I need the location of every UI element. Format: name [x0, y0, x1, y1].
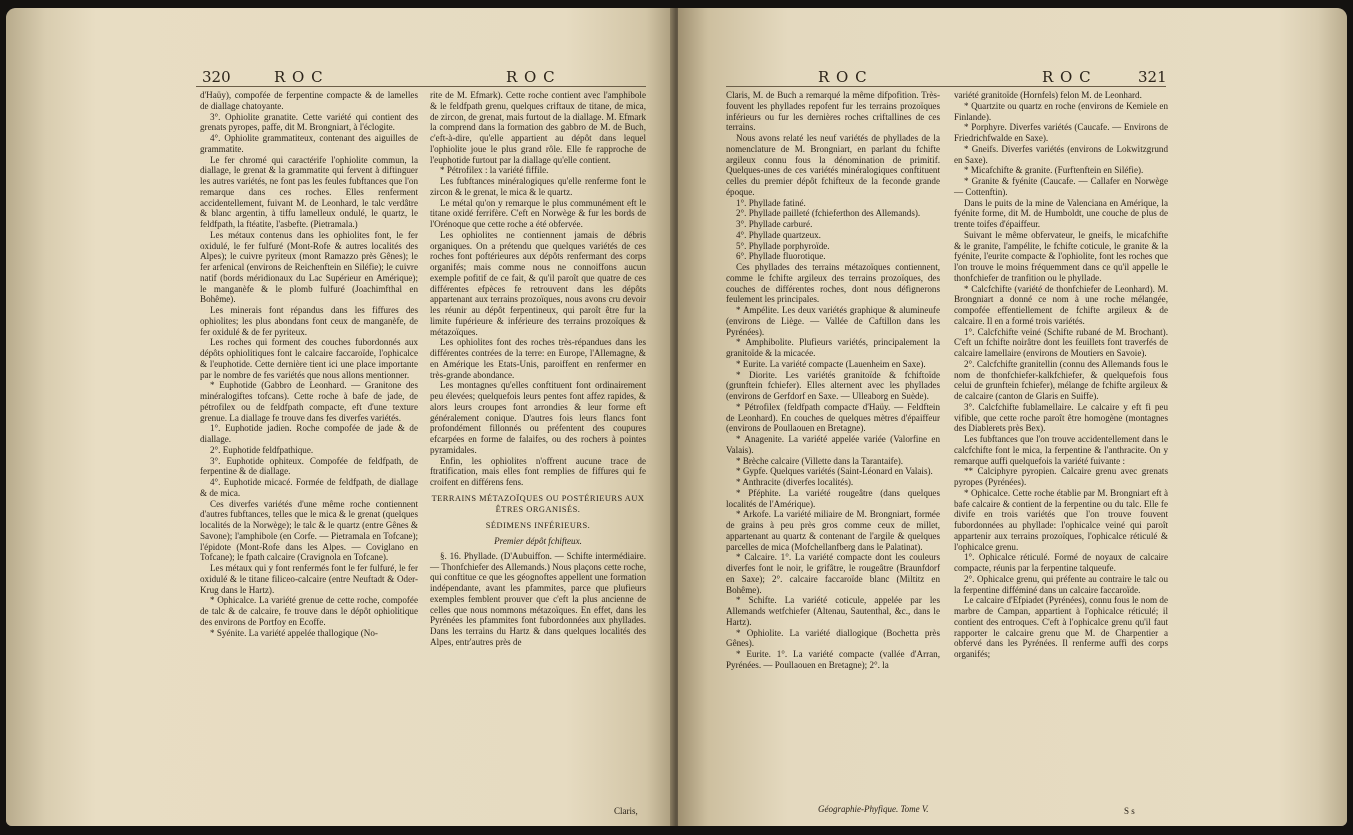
paragraph: * Granite & fyénite (Caucafe. — Callafer en Norwège — Cottenftin). — [954, 176, 1168, 197]
paragraph: * Diorite. Les variétés granitoïde & fchiftoïde (grunftein fchiefer). Elles alternent avec les phyllades (environs de Gerfdorf en Saxe. — Ulleaborg en Suède). — [726, 369, 940, 401]
paragraph: Les métaux qui y font renfermés font le fer fulfuré, le fer oxidulé & le titane filiceo-calcaire (entre Neuftadt & Oder-Krug dans le Hartz). — [200, 563, 418, 595]
paragraph: * Brèche calcaire (Villette dans la Tarantaife). — [736, 455, 904, 466]
paragraph: Les ophiolites ne contiennent jamais de débris organiques. On a prétendu que quelques variétés de ces roches font poftérieures aux dépôts renfermant des corps organifés; mais comme nous ne connoiffons aucun exemple pofitif de ce fait, & qu'il paroît que quatre de ces différentes efpèces fe retrouvent dans les dépôts appartenant aux terrains prozoïques, nous avons cru devoir les réunir au dépôt ferpentineux, qui paroît être fur la limite fupérieure & inférieure des terrains prozoïques & métazoïques. — [430, 229, 646, 337]
paragraph: 4°. Phyllade quartzeux. — [736, 229, 821, 240]
paragraph: rite de M. Efmark). Cette roche contient avec l'amphibole & le feldfpath grenu, quelques criftaux de titane, de mica, de zircon, de grenat, mais furtout de la diallage. M. Efmark la comprend dans la formation des gabbro de M. de Buch, c'eft-à-dire, qu'elle appartient au dépôt dans lequel l'ophiolite joue le plus grand rôle. Elle fe rapproche de l'euphotide furtout par la diallage qu'elle contient. — [430, 90, 646, 165]
paragraph: * Gypfe. Quelques variétés (Saint-Léonard en Valais). — [736, 466, 933, 477]
paragraph: 1°. Ophicalce réticulé. Formé de noyaux de calcaire compacte, réunis par la ferpentine talqueufe. — [954, 552, 1168, 573]
paragraph: * Pétrofilex : la variété fiffile. — [440, 165, 549, 176]
paragraph: * Porphyre. Diverfes variétés (Caucafe. — Environs de Friedrichfwalde en Saxe). — [954, 122, 1168, 143]
left-running-head-1: R O C — [274, 68, 324, 86]
paragraph: Les ophiolites font des roches très-répandues dans les différentes contrées de la terre: en Europe, l'Allemagne, & en Amérique les Etats-Unis, paroiffent en renfermer en très-grande abondance. — [430, 337, 646, 380]
paragraph: * Arkofe. La variété miliaire de M. Brongniart, formée de grains à peu près gros comme ceux de millet, appartenant au quartz & contenant de l'argile & quelques parcelles de mica (Mofchellanfberg dans le Palatinat). — [726, 509, 940, 552]
right-column-2 — [954, 90, 1168, 660]
paragraph: d'Haüy), compofée de ferpentine compacte & de lamelles de diallage chatoyante. — [200, 90, 418, 111]
paragraph: ** Calciphyre pyropien. Calcaire grenu avec grenats pyropes (Pyrénées). — [954, 466, 1168, 487]
paragraph: 1°. Euphotide jadien. Roche compofée de jade & de diallage. — [200, 423, 418, 444]
paragraph: 4°. Euphotide micacé. Formée de feldfpath, de diallage & de mica. — [200, 477, 418, 498]
paragraph: Le fer chromé qui caractérife l'ophiolite commun, la diallage, le grenat & la grammatite qui fervent à diftinguer les autres variétés, ne font pas les feules fubftances que l'on remarque dans ces roches. Elles renferment accidentellement, fuivant M. de Leonhard, le talc verdâtre & blanc argentin, à tiffu lamelleux ondulé, le quartz, le feldfpath, la ftéatite, l'asbefte. (Pietramala.) — [200, 154, 418, 229]
paragraph: Enfin, les ophiolites n'offrent aucune trace de ftratification, mais elles font remplies de fiffures qui fe croifent en différens fens. — [430, 455, 646, 487]
paragraph: Nous avons relaté les neuf variétés de phyllades de la nomenclature de M. Brongniart, en parlant du fchifte argileux connu fous la dénomination de primitif. Quelques-unes de ces variétés minéralogiques conftituent celles du premier dépôt fchifteux de la feconde grande époque. — [726, 133, 940, 197]
paragraph: 1°. Calcfchifte veiné (Schifte rubané de M. Brochant). C'eft un fchifte noirâtre dont les feuillets font traverfés de calcaire lamellaire (environs de Moutiers en Savoie). — [954, 326, 1168, 358]
paragraph: * Ophicalce. Cette roche établie par M. Brongniart eft à bafe calcaire & contient de la ferpentine ou du talc. Elle fe divife en trois variétés que l'on trouve fouvent fubordonnées au phyllade: l'ophicalce veiné qui paroît appartenir aux terrains prozoïques, l'ophicalce réticulé & l'ophicalce grenu. — [954, 487, 1168, 552]
paragraph: * Pféphite. La variété rougeâtre (dans quelques localités de l'Amérique). — [726, 487, 940, 509]
right-column-1 — [726, 90, 940, 671]
paragraph: * Ophicalce. La variété grenue de cette roche, compofée de talc & de calcaire, fe trouve dans le dépôt ophiolitique des environs de Portfoy en Ecoffe. — [200, 595, 418, 627]
paragraph: * Euphotide (Gabbro de Leonhard. — Granitone des minéralogiftes tofcans). Cette roche à bafe de jade, de pétrofilex ou de feldfpath compacte, eft d'une texture grenue. La diallage fe trouve dans fes diverfes variétés. — [200, 380, 418, 423]
paragraph: * Eurite. La variété compacte (Lauenheim en Saxe). — [736, 358, 926, 369]
paragraph: 3°. Euphotide ophiteux. Compofée de feldfpath, de ferpentine & de diallage. — [200, 455, 418, 477]
paragraph: Dans le puits de la mine de Valenciana en Amérique, la fyénite forme, dit M. de Humboldt, une couche de plus de trente toifes d'épaiffeur. — [954, 197, 1168, 229]
paragraph: 2°. Ophicalce grenu, qui préfente au contraire le talc ou la ferpentine difféminé dans un calcaire faccaroïde. — [954, 573, 1168, 595]
paragraph: Le métal qu'on y remarque le plus communément eft le titane oxidé ferrifère. C'eft en Norwège & fur les bords de l'Orénoque que cette roche a été obfervée. — [430, 197, 646, 229]
left-running-head-2: R O C — [506, 68, 556, 86]
paragraph: 2°. Calcfchifte granitellin (connu des Allemands fous le nom de thonfchiefer-kalkfchiefer, & quelquefois fous celui de grunftein fchiefer), mélange de fchifte argileux & de calcaire (canton de Glaris en Suiffe). — [954, 358, 1168, 401]
paragraph: 1°. Phyllade fatiné. — [736, 197, 806, 208]
paragraph: * Pétrofilex (feldfpath compacte d'Haüy. — Feldftein de Leonhard). En couches de quelques mètres d'épaiffeur (environs de Poullaouen en Bretagne). — [726, 401, 940, 434]
right-page-number: 321 — [1138, 68, 1167, 86]
paragraph: * Ampélite. Les deux variétés graphique & alumineufe (environs de Liège. — Vallée de Caftillon dans les Pyrénées). — [726, 305, 940, 337]
left-head-rule — [196, 86, 646, 87]
paragraph: * Quartzite ou quartz en roche (environs de Kemiele en Finlande). — [954, 100, 1168, 122]
right-running-head-2: R O C — [1042, 68, 1092, 86]
catchword: Claris, — [614, 806, 638, 816]
paragraph: Les montagnes qu'elles conftituent font ordinairement peu élevées; quelquefois leurs pentes font affez rapides, & alors leurs croupes font arrondies & leur forme eft généralement conique. D'autres fois leurs flancs font profondément fillonnés ou préfentent des coupures efcarpées en forme de falaifes, ou des rochers à pointes pyramidales. — [430, 380, 646, 455]
book-spread — [6, 8, 1347, 826]
paragraph: * Micafchifte & granite. (Furftenftein en Siléfie). — [964, 165, 1144, 176]
paragraph: * Anagenite. La variété appelée variée (Valorfine en Valais). — [726, 434, 940, 455]
paragraph: Les roches qui forment des couches fubordonnés aux dépôts ophiolitiques font le calcaire faccaroïde, l'ophicalce & l'euphotide. Cette dernière tient ici une place importante par le nombre de fes variétés que nous allons mentionner. — [200, 337, 418, 380]
left-column-1 — [200, 90, 418, 638]
paragraph: * Eurite. 1°. La variété compacte (vallée d'Arran, Pyrénées. — Poullaouen en Bretagne); 2°. la — [726, 649, 940, 670]
paragraph: Ces phyllades des terrains métazoïques contiennent, comme le fchifte argileux des terrains prozoïques, des couches de différentes roches, dont nous défignerons feulement les principales. — [726, 262, 940, 305]
paragraph: * Gneifs. Diverfes variétés (environs de Lokwitzgrund en Saxe). — [954, 143, 1168, 165]
paragraph: * Ophiolite. La variété diallogique (Bochetta près Gênes). — [726, 627, 940, 649]
paragraph: * Calcfchifte (variété de thonfchiefer de Leonhard). M. Brongniart a donné ce nom à une roche mélangée, compofée effentiellement de fchifte argileux & de calcaire. Il en a formé trois variétés. — [954, 283, 1168, 326]
right-page — [678, 8, 1347, 826]
right-head-rule — [726, 86, 1166, 87]
paragraph: Les fubftances minéralogiques qu'elle renferme font le zircon & le grenat, le mica & le quartz. — [430, 176, 646, 197]
section-title: TERRAINS MÉTAZOÏQUES OU POSTÉRIEURS AUX ÊTRES ORGANISÉS. — [431, 493, 645, 514]
paragraph: 3°. Calcfchifte fublamellaire. Le calcaire y eft fi peu vifible, que cette roche paroît être homogène (montagnes des Diablerets près Bex). — [954, 401, 1168, 434]
paragraph: Claris, M. de Buch a remarqué la même difpofition. Très-fouvent les phyllades repofent fur les terrains prozoïques inférieurs ou fur les dernières roches criftallines de ces terrains. — [726, 90, 940, 133]
paragraph: Les métaux contenus dans les ophiolites font, le fer oxidulé, le fer fulfuré (Mont-Rofe & autres localités des Alpes); le cuivre pyriteux (mont Ramazzo près Gênes); le fer arfenical (environs de Reichenftein en Siléfie); le cuivre natif (bords méridionaux du Lac Supérieur en Amérique); le manganèfe & le plomb fulfuré (Joachimfthal en Bohême). — [200, 229, 418, 305]
paragraph: * Calcaire. 1°. La variété compacte dont les couleurs diverfes font le noir, le grifâtre, le rougeâtre (Braunfdorf en Saxe); 2°. calcaire faccaroïde blanc (Miltitz en Bohême). — [726, 552, 940, 595]
paragraph: 2°. Euphotide feldfpathique. — [210, 444, 314, 455]
right-running-head-1: R O C — [818, 68, 868, 86]
paragraph: * Syénite. La variété appelée thallogique (No- — [210, 627, 378, 638]
paragraph: §. 16. Phyllade. (D'Aubuiffon. — Schifte intermédiaire. — Thonfchiefer des Allemands.) Nous plaçons cette roche, qui conftitue ce que les géognoftes appellent une formation indépendante, avant les pfammites, parce que plufieurs exemples femblent prouver que c'eft la plus ancienne de celles que nous nommons métazoïques. En effet, dans les Pyrénées les pfammites font fubordonnées aux phyllades. Dans les terrains du Hartz & dans quelques localités des Alpes, entr'autres près de — [430, 550, 646, 647]
left-page-number: 320 — [202, 68, 231, 86]
period-title: Premier dépôt fchifteux. — [494, 536, 582, 546]
paragraph: 3°. Phyllade carburé. — [736, 219, 813, 229]
paragraph: Ces diverfes variétés d'une même roche contiennent d'autres fubftances, telles que le mica & le grenat (quelques localités de la Norwège); le talc & le quartz (entre Gênes & Savone); l'amphibole (en Corfe. — Pietramala en Tofcane); l'épidote (Mont-Rofe dans les Alpes. — Coviglano en Tofcane); le fpath calcaire (Cravignola en Tofcane). — [200, 498, 418, 563]
paragraph: 5°. Phyllade porphyroïde. — [736, 240, 830, 251]
subsection-title: SÉDIMENS INFÉRIEURS. — [485, 521, 591, 531]
paragraph: 3°. Ophiolite granatite. Cette variété qui contient des grenats pyropes, paffe, dit M. Brongniart, à l'éclogite. — [200, 111, 418, 133]
paragraph: * Schifte. La variété coticule, appelée par les Allemands wetfchiefer (Altenau, Sautenthal, &c., dans le Hartz). — [726, 595, 940, 627]
paragraph: 2°. Phyllade pailleté (fchieferthon des Allemands). — [736, 208, 921, 219]
signature-mark: S s — [1124, 806, 1135, 816]
left-column-2 — [430, 90, 646, 648]
paragraph: Suivant le même obfervateur, le gneifs, le micafchifte & le granite, l'ampélite, le fchifte coticule, le granite & la fyénite, l'eurite compacte & l'ophiolite, font les roches que l'on trouve le moins fréquemment dans ce qu'il appelle le thonfchiefer de tranfition ou le phyllade. — [954, 229, 1168, 283]
paragraph: variété granitoïde (Hornfels) felon M. de Leonhard. — [954, 90, 1142, 100]
signature-line: Géographie-Phyfique. Tome V. — [818, 804, 929, 814]
paragraph: 4°. Ophiolite grammatiteux, contenant des aiguilles de grammatite. — [200, 133, 418, 154]
paragraph: * Amphibolite. Plufieurs variétés, principalement la granitoïde & la micacée. — [726, 337, 940, 358]
paragraph: * Anthracite (diverfes localités). — [736, 477, 854, 487]
paragraph: Les fubftances que l'on trouve accidentellement dans le calcfchifte font le mica, la ferpentine & l'anthracite. On y remarque auffi quelquefois la variété fuivante : — [954, 434, 1168, 466]
paragraph: Le calcaire d'Efpiadet (Pyrénées), connu fous le nom de marbre de Campan, appartient à l'ophicalce réticulé; il contient des entroques. C'eft à l'ophicalce grenu qu'il faut rapporter le calcaire grenu que M. de Charpentier a obfervé dans les Pyrénées. Il renferme auffi des corps organifés; — [954, 595, 1168, 659]
paragraph: Les minerais font répandus dans les fiffures des ophiolites; les plus abondans font ceux de manganèfe, de fer oxidulé & de fer pyriteux. — [200, 305, 418, 337]
left-page — [6, 8, 674, 826]
paragraph: 6°. Phyllade fluorotique. — [736, 251, 826, 262]
